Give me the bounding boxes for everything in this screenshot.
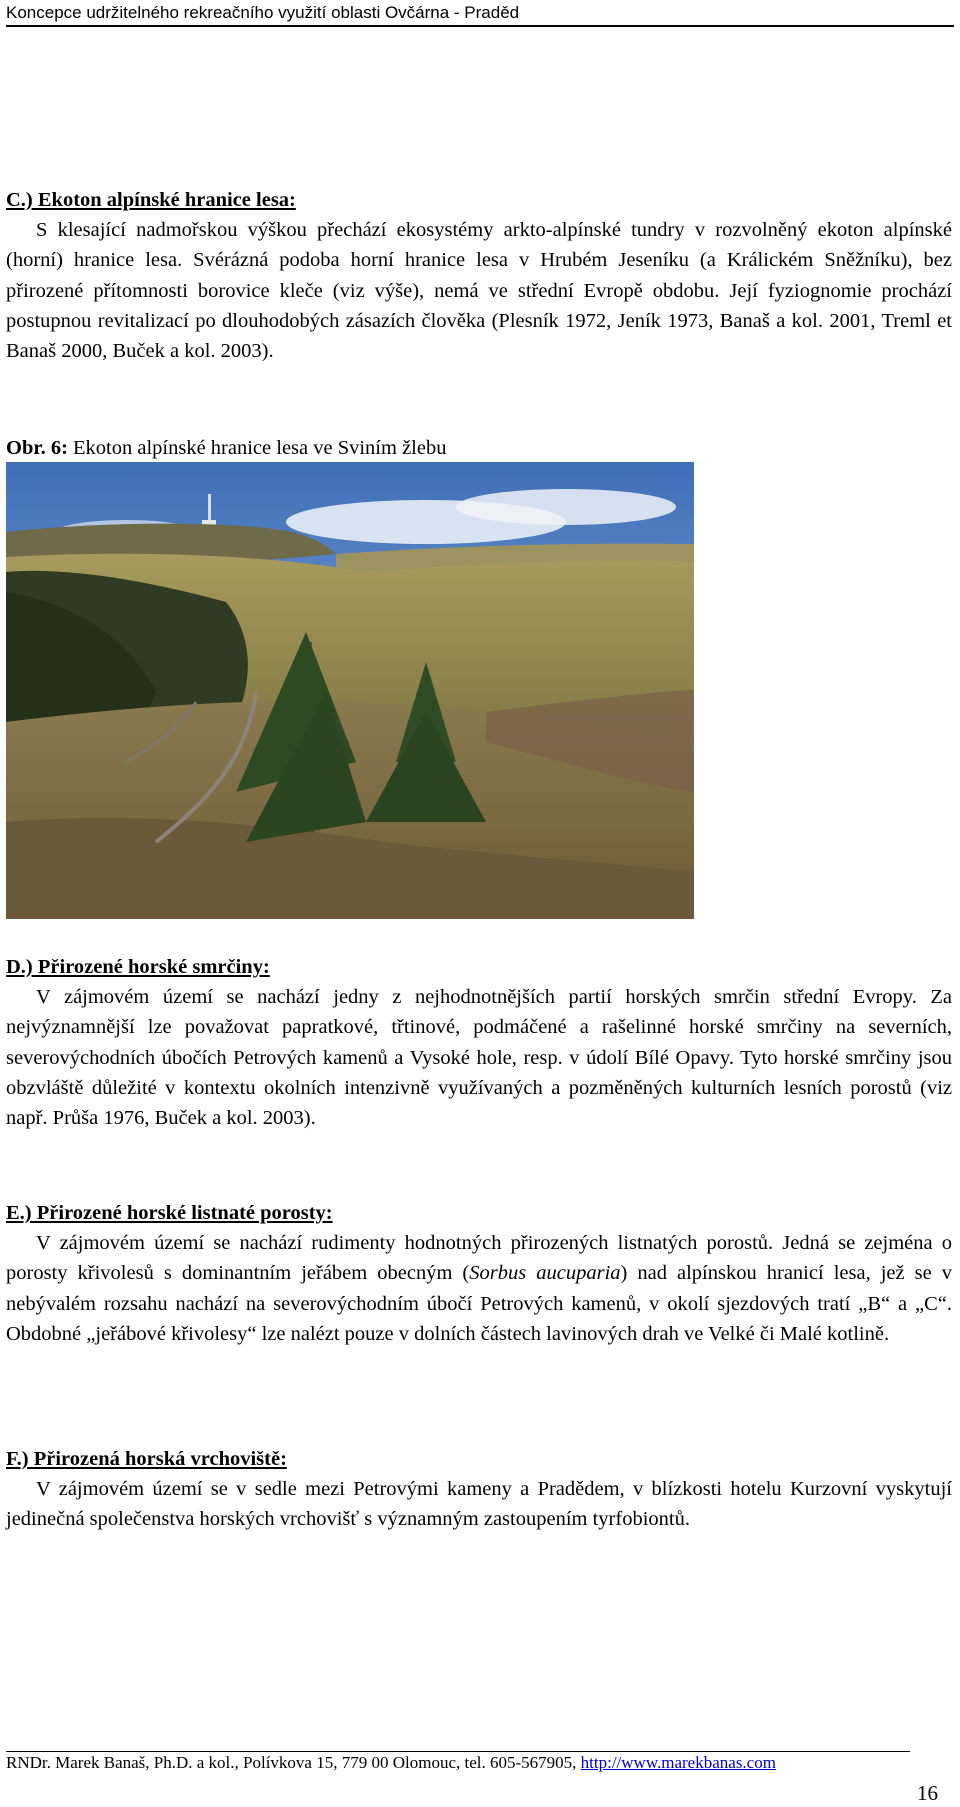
footer-text: RNDr. Marek Banaš, Ph.D. a kol., Polívkova 15, 779 00 Olomouc, tel. 605-567905, — [6, 1753, 581, 1772]
footer-link[interactable]: http://www.marekbanas.com — [580, 1753, 776, 1772]
header-rule — [6, 25, 954, 27]
section-f-text: V zájmovém území se v sedle mezi Petrovými kameny a Pradědem, v blízkosti hotelu Kurzovní vyskytují jedinečná společenstva horských vrchovišť s významným zastoupením tyrfobiontů. — [6, 1478, 952, 1531]
section-c-heading: C.) Ekoton alpínské hranice lesa: — [6, 189, 296, 211]
section-d-text: V zájmovém území se nachází jedny z nejhodnotnějších partií horských smrčin střední Evropy. Za nejvýznamnější lze považovat papratkové, třtinové, podmáčené a rašelinné horské smrčiny na severních, severovýchodních úbočích Petrových kamenů a Vysoké hole, resp. v údolí Bílé Opavy. Tyto horské smrčiny jsou obzvláště důležité v kontextu okolních intenzivně využívaných a pozměněných kulturních lesních porostů (viz např. Průša 1976, Buček a kol. 2003). — [6, 986, 952, 1130]
figure-label: Obr. 6: — [6, 437, 68, 459]
section-c — [6, 185, 952, 366]
page-number: 16 — [917, 1781, 938, 1805]
section-d — [6, 952, 952, 1133]
species-name: Sorbus aucuparia — [469, 1262, 621, 1285]
figure-caption — [6, 433, 446, 463]
section-d-heading: D.) Přirozené horské smrčiny: — [6, 956, 270, 978]
running-header: Koncepce udržitelného rekreačního využití oblasti Ovčárna - Praděd — [6, 3, 520, 22]
section-e-text — [6, 1228, 952, 1349]
section-e-heading: E.) Přirozené horské listnaté porosty: — [6, 1202, 333, 1224]
landscape-photo — [6, 462, 694, 919]
footer — [6, 1752, 776, 1774]
section-f — [6, 1444, 952, 1535]
section-f-heading: F.) Přirozená horská vrchoviště: — [6, 1448, 287, 1470]
section-e-text-before: V zájmovém území se nachází rudimenty hodnotných přirozených listnatých porostů. Jedná se zejména o porosty křivolesů s dominantním jeřábem obecným ( — [6, 1232, 952, 1285]
section-c-text: S klesající nadmořskou výškou přechází ekosystémy arkto-alpínské tundry v rozvolněný ekoton alpínské (horní) hranice lesa. Svérázná podoba horní hranice lesa v Hrubém Jeseníku (a Králickém Sněžníku), bez přirozené přítomnosti borovice kleče (viz výše), nemá ve střední Evropě obdobu. Její fyziognomie prochází postupnou revitalizací po dlouhodobých zásazích člověka (Plesník 1972, Jeník 1973, Banaš a kol. 2001, Treml et Banaš 2000, Buček a kol. 2003). — [6, 219, 952, 363]
figure-caption-text: Ekoton alpínské hranice lesa ve Sviním žlebu — [67, 437, 447, 459]
section-e — [6, 1198, 952, 1349]
section-e-text-after: ) nad alpínskou hranicí lesa, jež se v nebývalém rozsahu nachází na severovýchodním úbočí Petrových kamenů, v okolí sjezdových tratí „B“ a „C“. Obdobné „jeřábové křivolesy“ lze nalézt pouze v dolních částech lavinových drah ve Velké či Malé kotlině. — [6, 1262, 953, 1345]
